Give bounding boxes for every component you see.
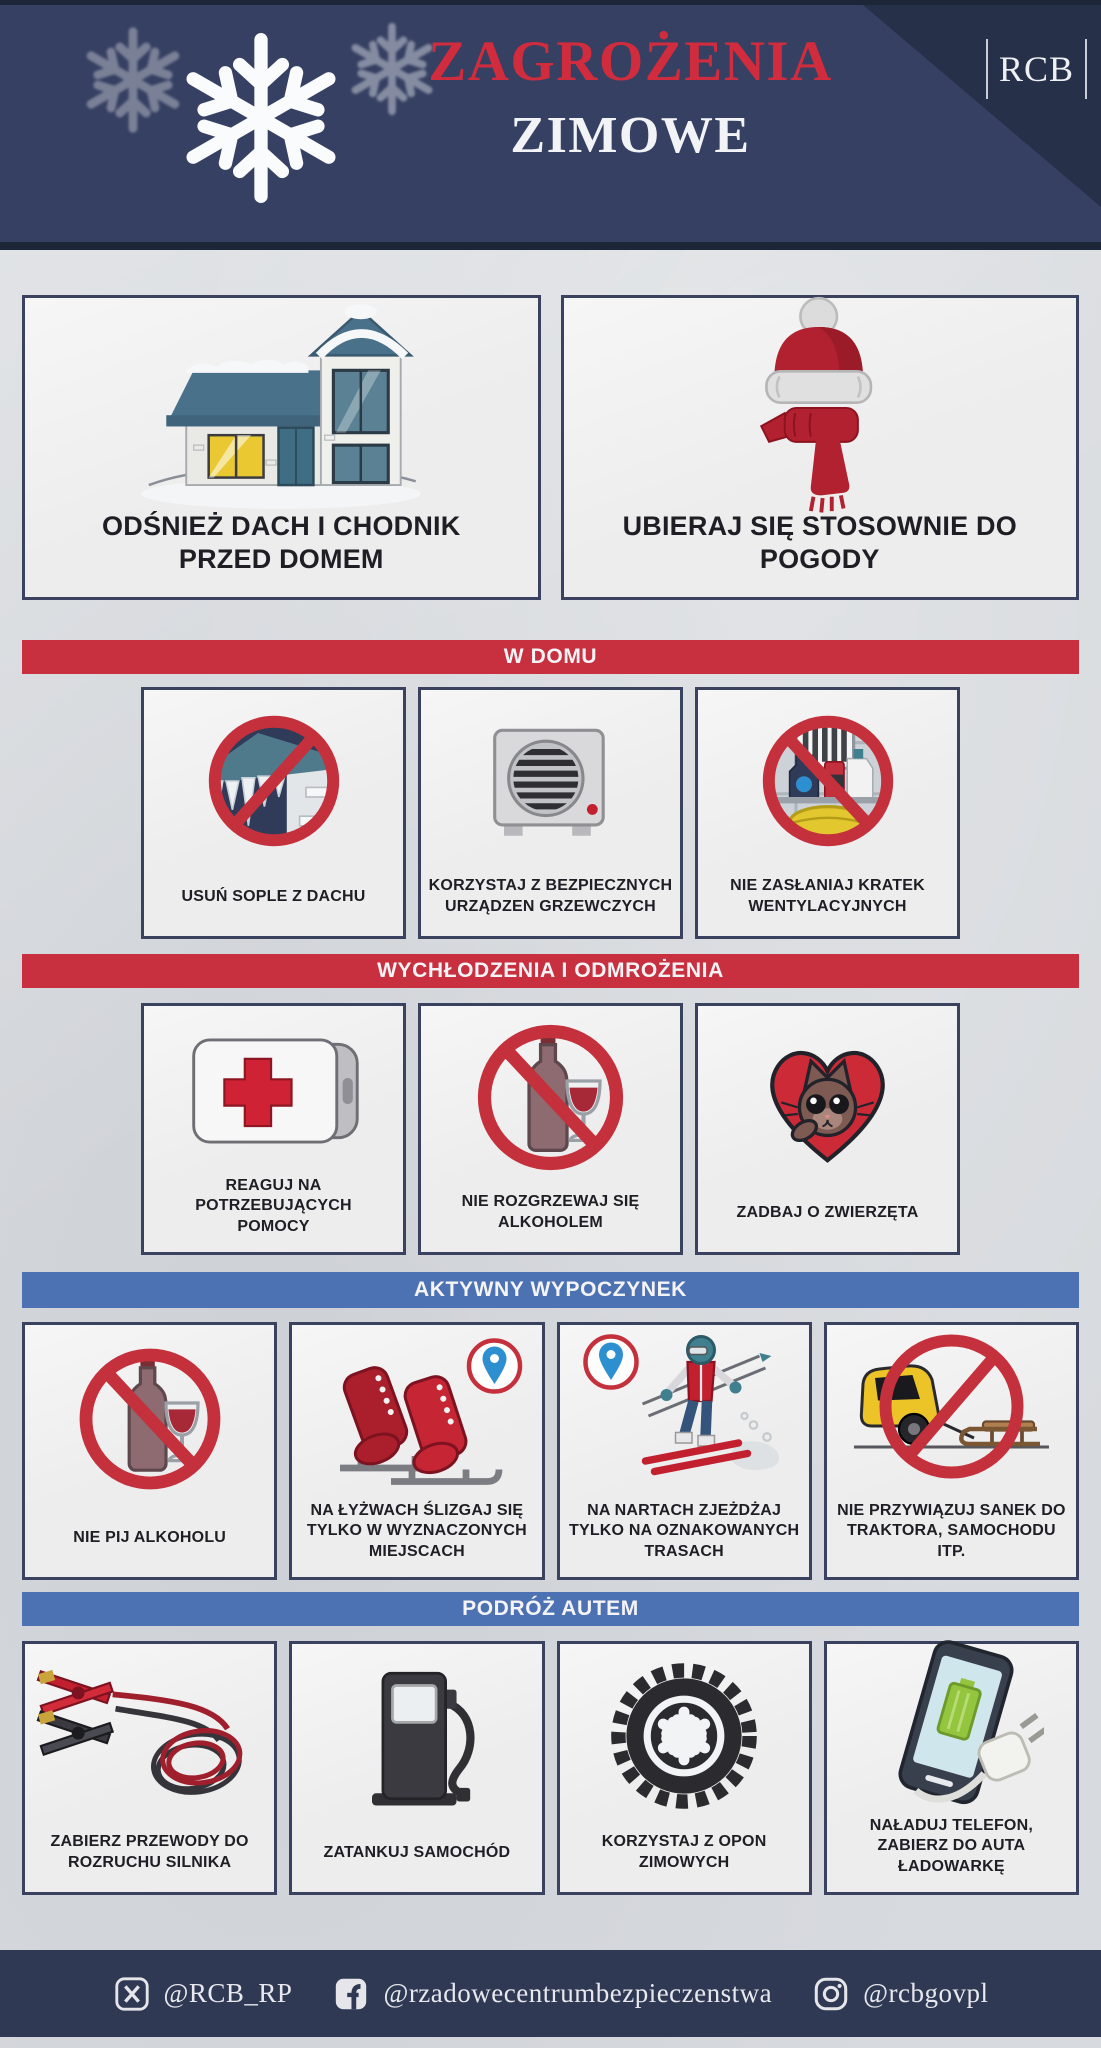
x-icon bbox=[113, 1975, 151, 2013]
card-label: UBIERAJ SIĘ STOSOWNIE DO POGODY bbox=[622, 510, 1017, 575]
card-dress-warm bbox=[561, 295, 1080, 600]
no-icicles-icon bbox=[144, 690, 403, 872]
title-line-2: ZIMOWE bbox=[510, 107, 751, 164]
ice-skates-location-icon bbox=[292, 1325, 541, 1501]
header bbox=[0, 0, 1101, 250]
section-band-w-domu: W DOMU bbox=[22, 640, 1079, 674]
jumper-cables-icon bbox=[25, 1644, 274, 1828]
card-label: ZADBAJ O ZWIERZĘTA bbox=[736, 1203, 919, 1221]
logo-bar bbox=[986, 39, 988, 99]
fuel-pump-icon bbox=[292, 1644, 541, 1828]
heater-icon bbox=[421, 690, 680, 872]
title-line-1: ZAGROŻENIA bbox=[428, 30, 833, 93]
snowflake-icon bbox=[172, 29, 350, 207]
row-aktywny-wypoczynek bbox=[22, 1322, 1079, 1580]
card-label: ZATANKUJ SAMOCHÓD bbox=[323, 1843, 511, 1861]
card-label: KORZYSTAJ Z BEZPIECZNYCH URZĄDZEN GRZEWCZYCH bbox=[428, 877, 673, 915]
winter-hat-scarf-icon bbox=[564, 298, 1077, 510]
social-x[interactable] bbox=[113, 1975, 293, 2013]
row-w-domu bbox=[22, 687, 1079, 939]
section-band-aktywny-wypoczynek: AKTYWNY WYPOCZYNEK bbox=[22, 1272, 1079, 1308]
card-fuel bbox=[289, 1641, 544, 1895]
card-vents bbox=[695, 687, 960, 939]
skier-location-icon bbox=[560, 1325, 809, 1501]
card-label: ZABIERZ PRZEWODY DO ROZRUCHU SILNIKA bbox=[50, 1833, 249, 1871]
card-label: KORZYSTAJ Z OPON ZIMOWYCH bbox=[601, 1833, 767, 1871]
logo-text: RCB bbox=[998, 49, 1074, 89]
card-snow-removal bbox=[22, 295, 541, 600]
card-help-others bbox=[141, 1003, 406, 1255]
card-animals bbox=[695, 1003, 960, 1255]
card-winter-tires bbox=[557, 1641, 812, 1895]
card-label: NAŁADUJ TELEFON, ZABIERZ DO AUTA ŁADOWARKĘ bbox=[869, 1816, 1033, 1876]
card-label: REAGUJ NA POTRZEBUJĄCYCH POMOCY bbox=[195, 1176, 352, 1236]
section-band-podroz-autem: PODRÓŻ AUTEM bbox=[22, 1592, 1079, 1626]
rcb-logo bbox=[986, 39, 1087, 99]
card-label: ODŚNIEŻ DACH I CHODNIK PRZED DOMEM bbox=[102, 510, 461, 575]
card-label: USUŃ SOPLE Z DACHU bbox=[181, 887, 366, 905]
card-no-alcohol-warmth bbox=[418, 1003, 683, 1255]
phone-charger-icon bbox=[827, 1644, 1076, 1816]
instagram-icon bbox=[812, 1975, 850, 2013]
row-podroz-autem bbox=[22, 1641, 1079, 1895]
card-sled-towing bbox=[824, 1322, 1079, 1580]
section-band-wychlodzenia: WYCHŁODZENIA I ODMROŻENIA bbox=[22, 954, 1079, 988]
logo-bar bbox=[1085, 39, 1087, 99]
blocked-vent-icon bbox=[698, 690, 957, 872]
instagram-handle[interactable]: @rcbgovpl bbox=[863, 1978, 989, 2008]
card-skating bbox=[289, 1322, 544, 1580]
social-facebook[interactable] bbox=[332, 1975, 772, 2013]
x-handle[interactable]: @RCB_RP bbox=[163, 1978, 293, 2008]
header-corner-triangle bbox=[863, 5, 1101, 207]
snowy-house-icon bbox=[25, 298, 538, 510]
social-instagram[interactable] bbox=[812, 1975, 988, 2013]
card-label: NIE ZASŁANIAJ KRATEK WENTYLACYJNYCH bbox=[730, 877, 925, 915]
page-title bbox=[400, 29, 861, 165]
content bbox=[0, 295, 1101, 1895]
no-alcohol-icon bbox=[421, 1006, 680, 1188]
card-icicles bbox=[141, 687, 406, 939]
card-phone-charger bbox=[824, 1641, 1079, 1895]
card-label: NA NARTACH ZJEŻDŻAJ TYLKO NA OZNAKOWANYCH TRASACH bbox=[568, 1501, 800, 1561]
card-label: NIE PIJ ALKOHOLU bbox=[73, 1528, 227, 1546]
card-jumper-cables bbox=[22, 1641, 277, 1895]
phone-red-cross-icon bbox=[144, 1006, 403, 1176]
no-sled-towing-icon bbox=[827, 1325, 1076, 1501]
heart-cat-icon bbox=[698, 1006, 957, 1188]
card-label: NIE PRZYWIĄZUJ SANEK DO TRAKTORA, SAMOCHODU ITP. bbox=[837, 1501, 1066, 1561]
card-no-alcohol bbox=[22, 1322, 277, 1580]
winter-tire-icon bbox=[560, 1644, 809, 1828]
row-wychlodzenia bbox=[22, 1003, 1079, 1255]
card-skiing bbox=[557, 1322, 812, 1580]
facebook-handle[interactable]: @rzadowecentrumbezpieczenstwa bbox=[383, 1978, 773, 2008]
card-heater bbox=[418, 687, 683, 939]
top-row bbox=[22, 295, 1079, 600]
no-alcohol-icon bbox=[25, 1325, 274, 1513]
card-label: NA ŁYŻWACH ŚLIZGAJ SIĘ TYLKO W WYZNACZONYCH MIEJSCACH bbox=[306, 1501, 527, 1561]
footer bbox=[0, 1950, 1101, 2037]
card-label: NIE ROZGRZEWAJ SIĘ ALKOHOLEM bbox=[461, 1193, 640, 1231]
facebook-icon bbox=[332, 1975, 370, 2013]
